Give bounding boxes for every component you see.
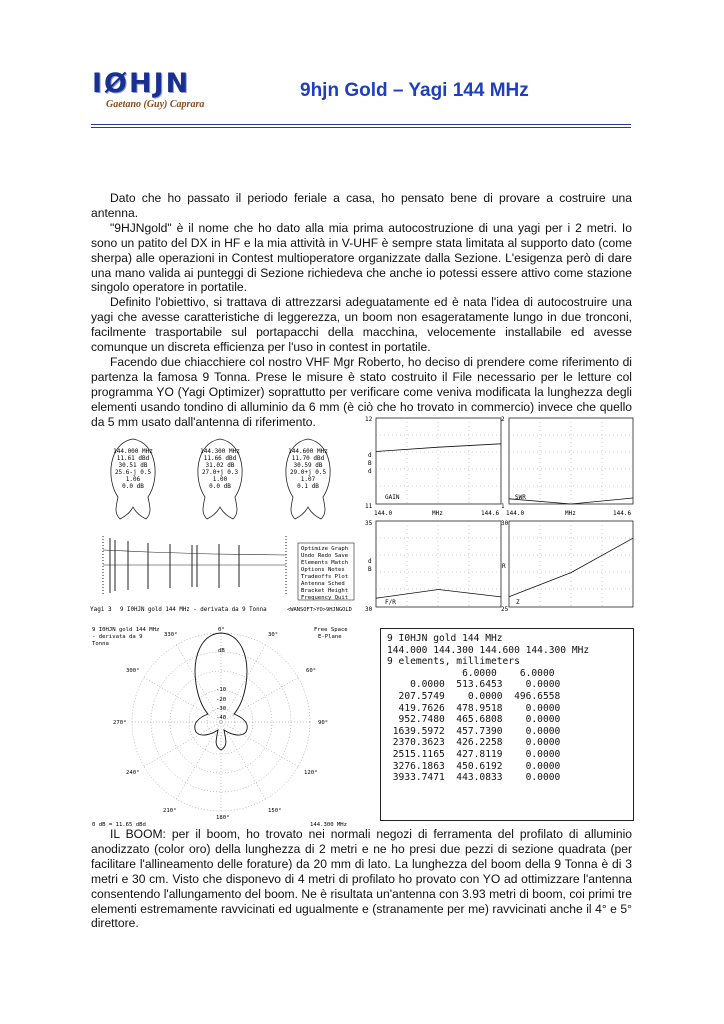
polar-ring-label: -10 (216, 687, 227, 693)
yo-data-line: 3933.7471 443.0833 0.0000 (387, 772, 561, 784)
mini1-z: 25.6-j 0.5 (114, 469, 152, 476)
polar-title-line: - derivata da 9 (92, 634, 143, 640)
logo-callsign: IØHJN (92, 68, 191, 99)
yo-data-line: 9 I0HJN gold 144 MHz (387, 633, 503, 644)
boom-paragraph: IL BOOM: per il boom, ho trovato nei normali negozi di ferramenta del profilato di alluminio anodizzato (color oro) della lunghezza di 2 metri e ne ho presi due pezzi di sezione quadrata (per facilitare l'allineamento delle forature) da 20 mm di lato. La lunghezza del boom della 9 Tonna è di 3 metri e 30 cm. Visto che disponevo di 4 metri di profilato ho provato con YO ad ottimizzare l'antenna consentendo l'allungamento del boom. Ne è risultata un'antenna con 3.93 metri di boom, coi primi tre elementi estremamente ravvicinati ed ugualmente e (stranamente per me) ravvicinati anche il 4° e 5° direttore. (91, 827, 632, 931)
swr-x-right: 144.6 (613, 510, 632, 517)
intro-text (91, 191, 632, 430)
polar-footer-left: 0 dB = 11.65 dBd (92, 822, 146, 827)
gain-label: GAIN (385, 494, 400, 501)
polar-ring-label: -20 (216, 697, 227, 703)
gain-x-right: 144.6 (481, 510, 500, 517)
yo-menu-item: Elements Match (301, 560, 349, 566)
gain-unit-char: d (368, 468, 372, 475)
polar-side-line: E-Plane (318, 634, 342, 640)
mini2-hd: 0.0 dB (209, 483, 231, 490)
swr-graph (501, 413, 635, 519)
mini3-hd: 0.1 dB (297, 483, 319, 490)
yo-data-box (380, 628, 634, 821)
swr-label: SWR (515, 494, 526, 501)
gain-ymin: 11 (365, 503, 373, 510)
polar-angle: 270° (113, 720, 127, 726)
fb-line (376, 590, 501, 599)
intro-paragraph: "9HJNgold" è il nome che ho dato alla mia prima autocostruzione di una yagi per i 2 metri. Io sono un patito del DX in HF e la mia attività in V-UHF è sempre stata limitata al supporto dato (come sherpa) alle operazioni in Contest multioperatore organizzate dalla Sezione. L'esigenza però di dare una mano valida ai punteggi di Sezione richiedeva che anche io potessi essere attivo come stazione singolo operatore in portatile. (91, 220, 632, 295)
polar-angle: 0° (218, 627, 225, 633)
yo-menu-item: Frequency Quit (301, 595, 349, 601)
yo-menu-item: Bracket Height (301, 588, 349, 594)
mini3-freq: 144.600 MHz (288, 448, 328, 455)
polar-angle: 180° (216, 815, 230, 821)
mini-pattern-1 (111, 439, 155, 519)
gain-x-left: 144.0 (374, 510, 393, 517)
mini1-hd: 0.0 dB (122, 483, 144, 490)
header-rule-bottom (91, 127, 631, 128)
yo-data-line: 9 elements, millimeters (387, 656, 520, 668)
intro-paragraph: Definito l'obiettivo, si trattava di attrezzarsi adeguatamente ed è nata l'idea di autocostruire una yagi che avesse caratteristiche di leggerezza, un boom non esageratamente lungo in due tronconi, facilmente trasportabile sul portapacchi della macchina, velocemente installabile ed avesse comunque un discreta efficienza per l'uso in contest in portatile. (91, 295, 632, 355)
yo-data-line: 3276.1863 450.6192 0.0000 (387, 760, 561, 772)
yo-menu-item: Undo Redo Save (301, 553, 349, 559)
yo-menu-item: Tradeoffs Plot (301, 574, 349, 580)
polar-title-line: 9 I0HJN gold 144 MHz (92, 627, 160, 633)
boom-text (91, 827, 632, 931)
gain-unit-char: d (368, 452, 372, 459)
yo-data-line: 1639.5972 457.7390 0.0000 (387, 725, 561, 737)
gain-line (376, 444, 501, 452)
mini1-gain: 11.61 dBd (116, 455, 150, 462)
swr-ymin: 1 (501, 503, 505, 510)
gain-graph (365, 413, 503, 519)
fb-unit-char: B (368, 566, 372, 573)
polar-angle: 60° (306, 668, 317, 674)
mini1-fb: 30.51 dB (118, 462, 148, 469)
logo-name: Gaetano (Guy) Caprara (106, 99, 205, 110)
mini3-fb: 30.59 dB (293, 462, 323, 469)
yo-menu-item: Antenna Sched (301, 581, 345, 587)
yo-data-line: 207.5749 0.0000 496.6558 (387, 690, 561, 702)
polar-grid (132, 633, 310, 811)
swr-ymax: 2 (501, 416, 505, 423)
mini-pattern-2 (198, 439, 242, 519)
yo-data-line: 2515.1165 427.8119 0.0000 (387, 748, 561, 760)
yo-menu-item: Options Notes (301, 567, 345, 573)
polar-angle: 30° (268, 632, 279, 638)
polar-angle: 330° (164, 632, 178, 638)
gain-x-mid: MHz (432, 510, 443, 517)
gain-ymax: 12 (365, 416, 373, 423)
yo-menu-item: Optimize Graph (301, 546, 349, 552)
z-ymid: R (502, 563, 506, 570)
yo-menu (301, 546, 349, 601)
impedance-graph (501, 517, 635, 613)
intro-paragraph: Facendo due chiacchiere col nostro VHF Mgr Roberto, ho deciso di prendere come riferimento di partenza la famosa 9 Tonna. Prese le misure è stato costruito il File necessario per le letture col programma YO (Yagi Optimizer) soprattutto per verificare come veniva modificata la lunghezza degli elementi usando tondino di alluminio da 6 mm (è ciò che ho trovato in commercio) invece che quello da 5 mm usato dall'antenna di riferimento. (91, 354, 632, 429)
polar-angle: 210° (163, 808, 177, 814)
impedance-line (509, 538, 633, 597)
polar-angle: 120° (304, 770, 318, 776)
mini3-gain: 11.70 dBd (291, 455, 325, 462)
logo (92, 70, 210, 112)
polar-angle: 240° (126, 770, 140, 776)
mini-pattern-3 (286, 439, 330, 519)
intro-paragraph: Dato che ho passato il periodo feriale a casa, ho pensato bene di provare a costruire una antenna. (91, 191, 632, 220)
yo-footer-left: Yagi 3 (90, 606, 112, 613)
polar-ring-label: -30 (216, 706, 227, 712)
yo-data-line: 2370.3623 426.2258 0.0000 (387, 737, 561, 749)
mini1-swr: 1.06 (125, 476, 141, 483)
swr-x-left: 144.0 (506, 510, 525, 517)
mini2-z: 27.0+j 0.3 (201, 469, 239, 476)
header-rule-top (91, 124, 631, 125)
gain-unit-char: B (368, 460, 372, 467)
mini2-swr: 1.00 (212, 476, 228, 483)
fb-graph (365, 517, 503, 613)
fb-label: F/R (385, 599, 396, 606)
yo-footer-mid: 9 I0HJN gold 144 MHz - derivata da 9 Tonna (120, 607, 267, 613)
polar-title-line: Tonna (92, 641, 109, 647)
mini2-gain: 11.66 dBd (203, 455, 237, 462)
yo-data-line: 952.7480 465.6808 0.0000 (387, 714, 561, 726)
yo-footer-right: <WANSOFT>YO>9HJNGOLD (287, 607, 352, 613)
yo-data-line: 419.7626 478.9518 0.0000 (387, 702, 561, 714)
yo-data-line: 0.0000 513.6453 0.0000 (387, 679, 561, 691)
polar-angle: 150° (268, 808, 282, 814)
yo-pattern-panel (88, 415, 358, 620)
mini2-fb: 31.02 dB (205, 462, 235, 469)
fb-ymax: 35 (365, 520, 373, 527)
polar-db-label: dB (218, 648, 225, 654)
polar-side-line: Free Space (314, 627, 348, 633)
polar-footer-right: 144.300 MHz (310, 822, 348, 827)
polar-ring-label: -40 (216, 715, 227, 721)
mini2-freq: 144.300 MHz (200, 448, 240, 455)
swr-x-mid: MHz (565, 510, 576, 517)
polar-angle: 90° (318, 720, 329, 726)
z-ymin: 25 (501, 606, 509, 613)
mini3-swr: 1.07 (300, 476, 316, 483)
page-title: 9hjn Gold – Yagi 144 MHz (300, 80, 529, 101)
fb-ymin: 30 (365, 606, 373, 613)
mini1-freq: 144.000 MHz (113, 448, 153, 455)
yo-data-line: 144.000 144.300 144.600 144.300 MHz (387, 644, 590, 656)
polar-plot (88, 622, 358, 827)
z-label: Z (516, 599, 520, 606)
polar-angle: 300° (126, 668, 140, 674)
z-ymax: 30 (501, 520, 509, 527)
element-layout (103, 536, 286, 595)
fb-unit-char: d (368, 558, 372, 565)
mini3-z: 29.0+j 0.5 (289, 469, 327, 476)
yo-data-line: 6.0000 6.0000 (387, 667, 555, 679)
